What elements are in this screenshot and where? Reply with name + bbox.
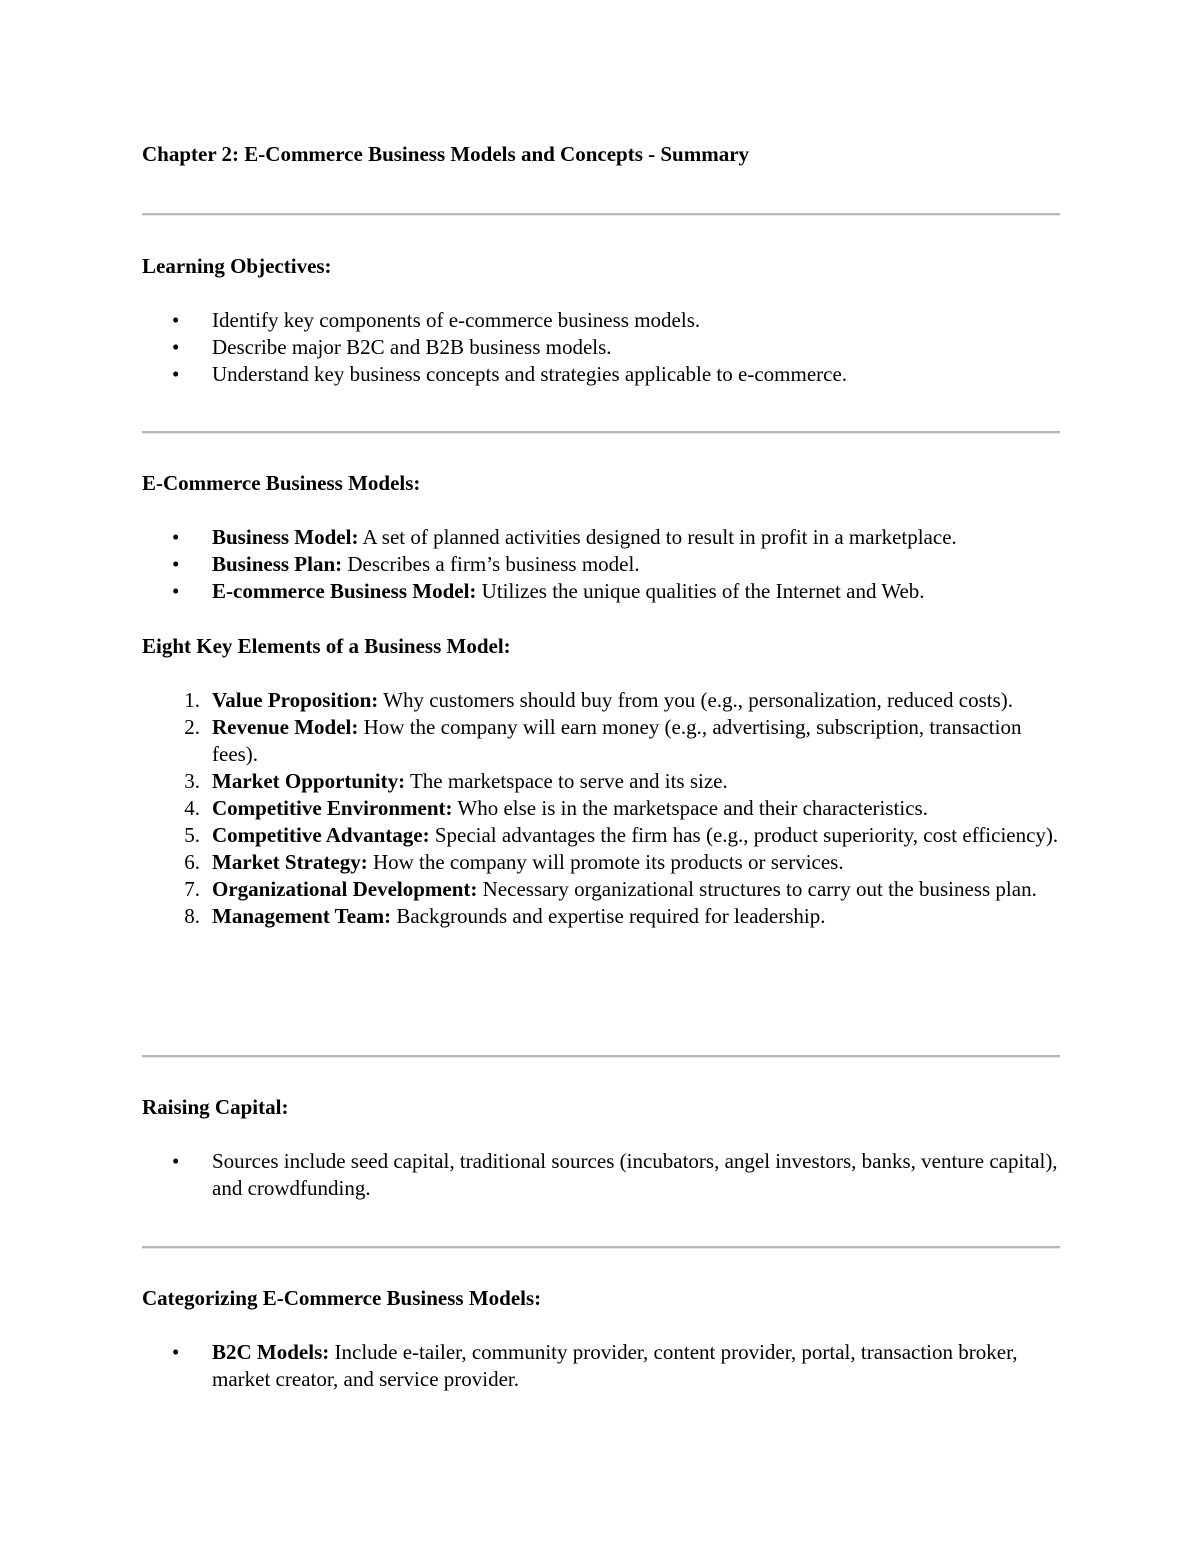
- categorizing-list: [142, 1339, 1060, 1393]
- term-label: Organizational Development:: [212, 877, 478, 901]
- term-description: Include e-tailer, community provider, content provider, portal, transaction broker, market creator, and service provider.: [212, 1340, 1018, 1391]
- key-elements-heading: Eight Key Elements of a Business Model:: [142, 634, 511, 658]
- term-label: Competitive Environment:: [212, 796, 453, 820]
- term-description: How the company will promote its products or services.: [367, 850, 844, 874]
- list-item: [142, 1339, 1060, 1393]
- term-description: A set of planned activities designed to result in profit in a marketplace.: [358, 525, 957, 549]
- list-item: [142, 1148, 1060, 1202]
- list-item: [142, 524, 1060, 551]
- list-item: [142, 876, 1060, 903]
- list-number: 1.: [184, 688, 200, 712]
- list-item: [142, 361, 1060, 388]
- learning-objectives-heading: Learning Objectives:: [142, 254, 332, 278]
- list-item: [142, 768, 1060, 795]
- term-label: E-commerce Business Model:: [212, 579, 477, 603]
- term-label: Value Proposition:: [212, 688, 379, 712]
- list-number: 6.: [184, 850, 200, 874]
- list-item-text: Describe major B2C and B2B business models.: [212, 335, 612, 359]
- list-item: [142, 903, 1060, 930]
- list-number: 2.: [184, 715, 200, 739]
- list-item-text: Understand key business concepts and strategies applicable to e-commerce.: [212, 362, 848, 386]
- horizontal-rule: [142, 213, 1060, 216]
- term-label: Management Team:: [212, 904, 392, 928]
- list-item: [142, 334, 1060, 361]
- list-item: [142, 307, 1060, 334]
- term-description: Describes a firm’s business model.: [342, 552, 640, 576]
- raising-capital-heading: Raising Capital:: [142, 1095, 289, 1119]
- list-item: [142, 795, 1060, 822]
- list-item-text: Identify key components of e-commerce business models.: [212, 308, 701, 332]
- list-item-text: Sources include seed capital, traditional sources (incubators, angel investors, banks, venture capital), and crowdfunding.: [212, 1149, 1058, 1200]
- list-number: 5.: [184, 823, 200, 847]
- term-label: Business Plan:: [212, 552, 343, 576]
- term-description: Necessary organizational structures to carry out the business plan.: [477, 877, 1037, 901]
- list-item: [142, 714, 1060, 768]
- list-item: [142, 578, 1060, 605]
- bullet-icon: •: [172, 552, 180, 576]
- list-item: [142, 687, 1060, 714]
- business-models-heading: E-Commerce Business Models:: [142, 471, 421, 495]
- bullet-icon: •: [172, 579, 180, 603]
- business-models-list: [142, 524, 1060, 605]
- term-label: Market Opportunity:: [212, 769, 406, 793]
- term-description: Special advantages the firm has (e.g., product superiority, cost efficiency).: [429, 823, 1059, 847]
- term-label: Competitive Advantage:: [212, 823, 430, 847]
- term-label: B2C Models:: [212, 1340, 330, 1364]
- list-number: 4.: [184, 796, 200, 820]
- term-description: Who else is in the marketspace and their characteristics.: [452, 796, 928, 820]
- list-item: [142, 849, 1060, 876]
- bullet-icon: •: [172, 1340, 180, 1364]
- horizontal-rule: [142, 1055, 1060, 1058]
- categorizing-heading: Categorizing E-Commerce Business Models:: [142, 1286, 542, 1310]
- learning-objectives-list: [142, 307, 1060, 388]
- list-item: [142, 822, 1060, 849]
- term-label: Market Strategy:: [212, 850, 368, 874]
- term-label: Business Model:: [212, 525, 359, 549]
- bullet-icon: •: [172, 308, 180, 332]
- document-title: Chapter 2: E-Commerce Business Models and Concepts - Summary: [142, 142, 750, 166]
- bullet-icon: •: [172, 1149, 180, 1173]
- term-label: Revenue Model:: [212, 715, 359, 739]
- list-item: [142, 551, 1060, 578]
- bullet-icon: •: [172, 335, 180, 359]
- term-description: Backgrounds and expertise required for leadership.: [391, 904, 826, 928]
- bullet-icon: •: [172, 362, 180, 386]
- list-number: 8.: [184, 904, 200, 928]
- list-number: 3.: [184, 769, 200, 793]
- horizontal-rule: [142, 1246, 1060, 1249]
- term-description: The marketspace to serve and its size.: [405, 769, 728, 793]
- term-description: Utilizes the unique qualities of the Internet and Web.: [476, 579, 925, 603]
- raising-capital-list: [142, 1148, 1060, 1202]
- bullet-icon: •: [172, 525, 180, 549]
- term-description: Why customers should buy from you (e.g., personalization, reduced costs).: [378, 688, 1013, 712]
- term-description: How the company will earn money (e.g., advertising, subscription, transaction fees).: [212, 715, 1022, 766]
- key-elements-list: [142, 687, 1060, 930]
- horizontal-rule: [142, 431, 1060, 434]
- list-number: 7.: [184, 877, 200, 901]
